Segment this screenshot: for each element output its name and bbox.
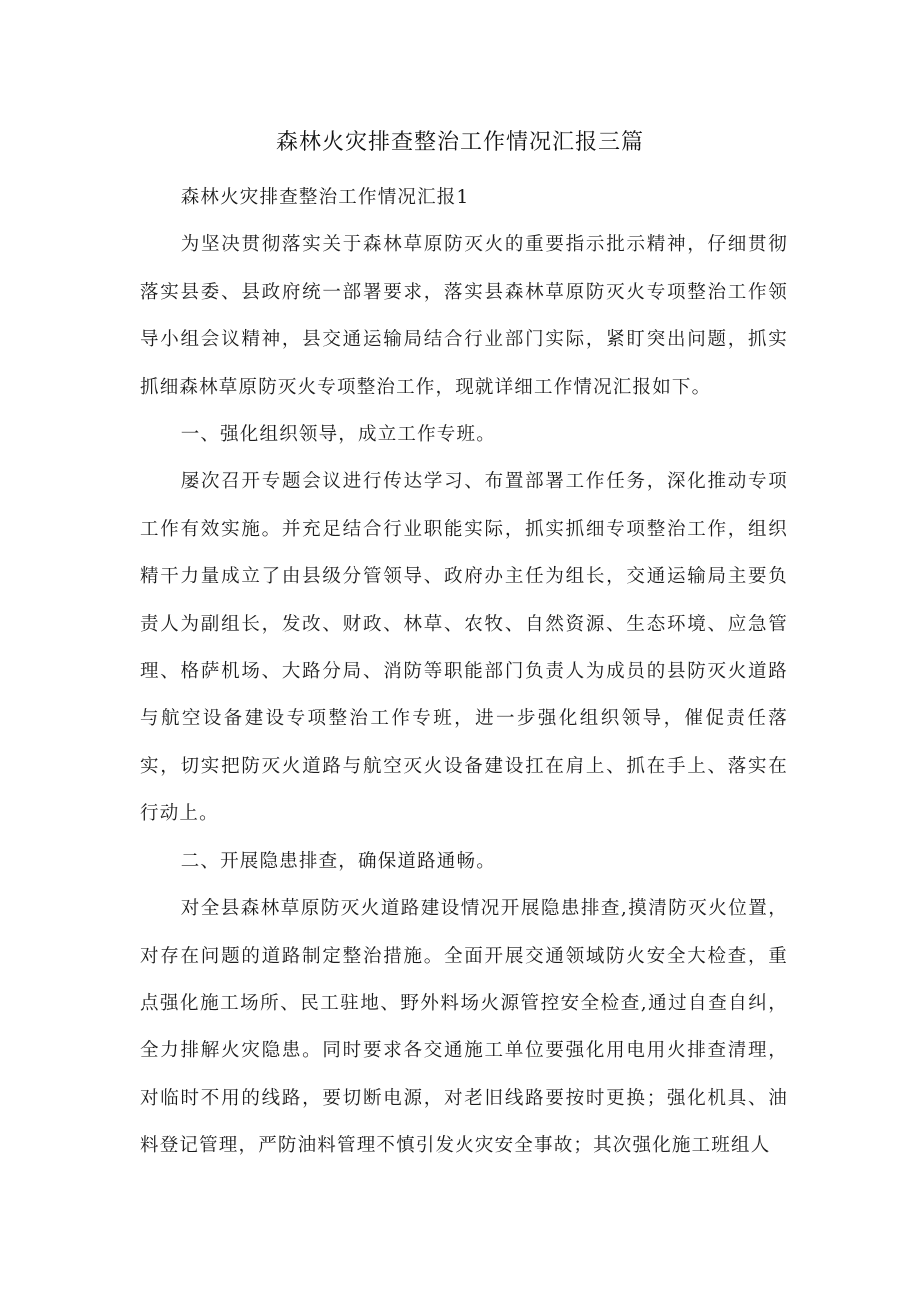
document-subtitle: 森林火灾排查整治工作情况汇报1 — [180, 187, 470, 208]
document-body — [140, 174, 788, 1170]
section-heading-1: 一、强化组织领导，成立工作专班。 — [180, 424, 496, 446]
paragraph-section-1: 屡次召开专题会议进行传达学习、布置部署工作任务，深化推动专项工作有效实施。并充足结合行业职能实际，抓实抓细专项整治工作，组织精干力量成立了由县级分管领导、政府办主任为组长，交通运输局主要负责人为副组长，发改、财政、林草、农牧、自然资源、生态环境、应急管理、格萨机场、大路分局、消防等职能部门负责人为成员的县防灭火道路与航空设备建设专项整治工作专班，进一步强化组织领导，催促责任落实，切实把防灭火道路与航空灭火设备建设扛在肩上、抓在手上、落实在行动上。 — [140, 471, 788, 825]
paragraph-section-2: 对全县森林草原防灭火道路建设情况开展隐患排查,摸清防灭火位置，对存在问题的道路制定整治措施。全面开展交通领域防火安全大检查，重点强化施工场所、民工驻地、野外料场火源管控安全检查,通过自查自纠，全力排解火灾隐患。同时要求各交通施工单位要强化用电用火排查清理，对临时不用的线路，要切断电源，对老旧线路要按时更换；强化机具、油料登记管理，严防油料管理不慎引发火灾安全事故；其次强化施工班组人 — [140, 898, 788, 1157]
document-title: 森林火灾排查整治工作情况汇报三篇 — [275, 130, 644, 155]
paragraph-intro: 为坚决贯彻落实关于森林草原防灭火的重要指示批示精神，仔细贯彻落实县委、县政府统一部署要求，落实县森林草原防灭火专项整治工作领导小组会议精神，县交通运输局结合行业部门实际，紧盯突出问题，抓实抓细森林草原防灭火专项整治工作，现就详细工作情况汇报如下。 — [140, 234, 788, 398]
section-heading-2: 二、开展隐患排查，确保道路通畅。 — [180, 850, 496, 872]
